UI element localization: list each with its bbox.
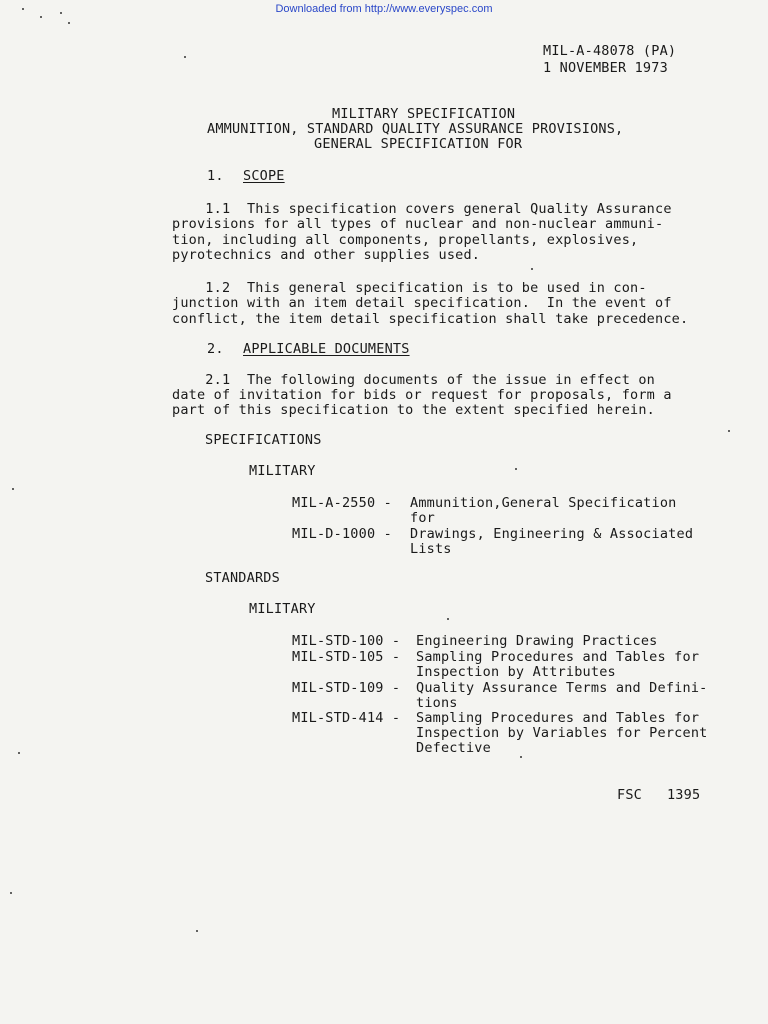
paragraph-1-1-line-1: 1.1 This specification covers general Quality Assurance xyxy=(172,201,672,217)
paragraph-1-2-line-1: 1.2 This general specification is to be used in con- xyxy=(172,280,647,296)
standard-desc-line: tions xyxy=(416,695,458,711)
spec-subtitle: GENERAL SPECIFICATION FOR xyxy=(314,136,523,152)
section-2-number: 2. xyxy=(207,341,224,357)
spec-desc-line: Lists xyxy=(410,541,452,557)
paragraph-1-2-line-3: conflict, the item detail specification shall take precedence. xyxy=(172,311,689,327)
standard-id: MIL-STD-414 - xyxy=(292,710,401,726)
scan-speck xyxy=(22,8,24,10)
standard-id: MIL-STD-109 - xyxy=(292,680,401,696)
spec-type-title: MILITARY SPECIFICATION xyxy=(332,106,516,122)
section-2-heading: APPLICABLE DOCUMENTS xyxy=(243,341,410,357)
paragraph-1-1-line-2: provisions for all types of nuclear and non-nuclear ammuni- xyxy=(172,216,664,232)
scan-speck xyxy=(60,12,62,14)
standard-desc-line: Inspection by Variables for Percent xyxy=(416,725,708,741)
standard-desc-line: Engineering Drawing Practices xyxy=(416,633,658,649)
scan-speck xyxy=(184,56,186,58)
scan-speck xyxy=(447,618,449,620)
specifications-label: SPECIFICATIONS xyxy=(205,432,322,448)
scan-speck xyxy=(40,16,42,18)
paragraph-2-1-line-3: part of this specification to the extent specified herein. xyxy=(172,402,656,418)
spec-id: MIL-A-2550 - xyxy=(292,495,392,511)
standard-desc-line: Defective xyxy=(416,740,491,756)
section-1-number: 1. xyxy=(207,168,224,184)
download-source-link[interactable]: Downloaded from http://www.everyspec.com xyxy=(275,3,493,15)
scan-speck xyxy=(196,930,198,932)
spec-id: MIL-D-1000 - xyxy=(292,526,392,542)
standard-id: MIL-STD-105 - xyxy=(292,649,401,665)
standards-label: STANDARDS xyxy=(205,570,280,586)
spec-desc-line: for xyxy=(410,510,435,526)
document-number: MIL-A-48078 (PA) xyxy=(543,43,677,59)
section-1-heading: SCOPE xyxy=(243,168,285,184)
spec-desc-line: Ammunition,General Specification xyxy=(410,495,677,511)
scan-speck xyxy=(18,752,20,754)
standard-desc-line: Sampling Procedures and Tables for xyxy=(416,710,700,726)
spec-subject-title: AMMUNITION, STANDARD QUALITY ASSURANCE PROVISIONS, xyxy=(207,121,624,137)
scan-speck xyxy=(68,22,70,24)
paragraph-2-1-line-1: 2.1 The following documents of the issue in effect on xyxy=(172,372,656,388)
scan-speck xyxy=(728,430,730,432)
scan-speck xyxy=(531,268,533,270)
specifications-military-label: MILITARY xyxy=(249,463,316,479)
standard-desc-line: Inspection by Attributes xyxy=(416,664,616,680)
scan-speck xyxy=(520,756,522,758)
paragraph-1-1-line-3: tion, including all components, propellants, explosives, xyxy=(172,232,639,248)
document-date: 1 NOVEMBER 1973 xyxy=(543,60,668,76)
paragraph-1-2-line-2: junction with an item detail specification. In the event of xyxy=(172,295,672,311)
spec-desc-line: Drawings, Engineering & Associated xyxy=(410,526,694,542)
standards-military-label: MILITARY xyxy=(249,601,316,617)
standard-desc-line: Quality Assurance Terms and Defini- xyxy=(416,680,708,696)
paragraph-2-1-line-2: date of invitation for bids or request for proposals, form a xyxy=(172,387,672,403)
standard-desc-line: Sampling Procedures and Tables for xyxy=(416,649,700,665)
scan-speck xyxy=(12,488,14,490)
standard-id: MIL-STD-100 - xyxy=(292,633,401,649)
scan-speck xyxy=(10,892,12,894)
scan-speck xyxy=(515,468,517,470)
paragraph-1-1-line-4: pyrotechnics and other supplies used. xyxy=(172,247,481,263)
fsc-code: FSC 1395 xyxy=(617,787,701,803)
